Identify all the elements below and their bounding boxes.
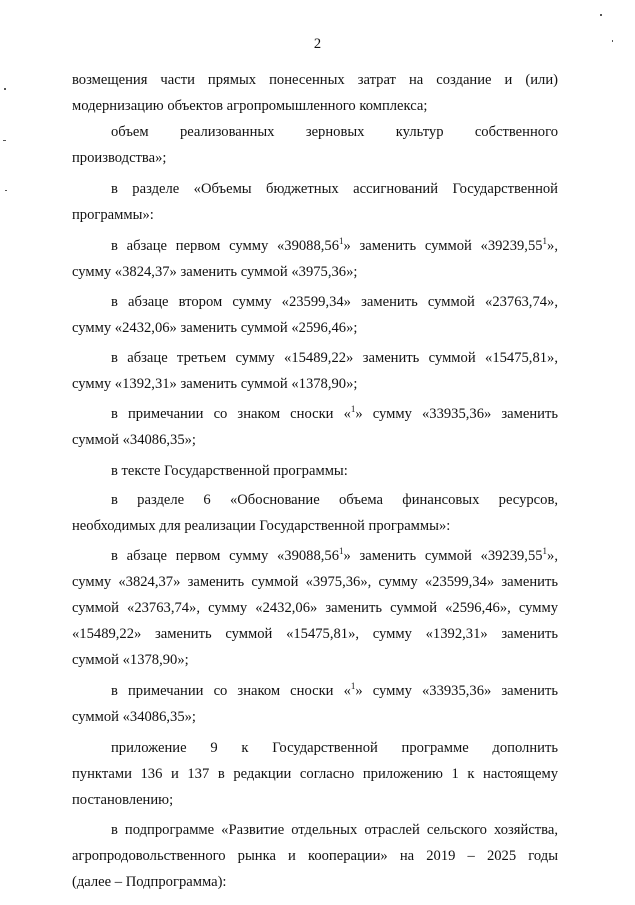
paragraph: [72, 459, 558, 485]
text-line: возмещения части прямых понесенных затрат на создание и (или): [72, 72, 558, 88]
text-line: в абзаце первом сумму «39088,56$^1$» заменить суммой «39239,55$^1$»,: [111, 236, 558, 255]
text-line: приложение 9 к Государственной программе дополнить: [111, 739, 558, 756]
text-line: сумму «2432,06» заменить суммой «2596,46»;: [72, 320, 358, 337]
scan-speck: [600, 14, 602, 16]
text-line: суммой «34086,35»;: [72, 431, 196, 448]
text-line: сумму «3824,37» заменить суммой «3975,36», сумму «23599,34» заменить: [72, 574, 558, 591]
text-line: необходимых для реализации Государственной программы»:: [72, 517, 451, 534]
text-line: в абзаце втором сумму «23599,34» заменить суммой «23763,74»,: [111, 294, 558, 311]
scan-speck: [5, 190, 7, 191]
text-line: агропродовольственного рынка и кооперации» на 2019 – 2025 годы: [72, 848, 558, 865]
paragraph: [72, 818, 558, 896]
paragraph: [72, 679, 558, 731]
page-number: 2: [313, 36, 322, 52]
document-body: [72, 68, 558, 896]
paragraph: [72, 488, 558, 540]
text-line: «15489,22» заменить суммой «15475,81», сумму «1392,31» заменить: [72, 626, 558, 643]
text-line: производства»;: [72, 149, 167, 166]
text-line: в примечании со знаком сноски «$^1$» сумму «33935,36» заменить: [111, 680, 559, 699]
text-line: в разделе «Объемы бюджетных ассигнований Государственной: [111, 180, 558, 197]
paragraph: [72, 234, 558, 286]
text-line: в подпрограмме «Развитие отдельных отраслей сельского хозяйства,: [111, 822, 558, 839]
text-line: объем реализованных зерновых культур собственного: [111, 123, 558, 140]
text-line: в тексте Государственной программы:: [111, 462, 348, 479]
text-line: постановлению;: [72, 791, 174, 808]
scan-speck: [4, 88, 6, 90]
text-line: суммой «34086,35»;: [72, 708, 196, 725]
paragraph: [72, 120, 558, 172]
paragraph: [72, 544, 558, 674]
text-line: в разделе 6 «Обоснование объема финансовых ресурсов,: [111, 491, 558, 508]
paragraph: [72, 68, 558, 120]
text-line: пунктами 136 и 137 в редакции согласно приложению 1 к настоящему: [72, 765, 558, 782]
text-line: (далее – Подпрограмма):: [72, 874, 227, 891]
paragraph: [72, 177, 558, 229]
text-line: суммой «23763,74», сумму «2432,06» заменить суммой «2596,46», сумму: [72, 600, 558, 617]
text-line: сумму «3824,37» заменить суммой «3975,36»;: [72, 264, 358, 281]
paragraph: [72, 290, 558, 342]
text-line: в абзаце первом сумму «39088,56$^1$» заменить суммой «39239,55$^1$»,: [111, 546, 558, 565]
text-line: модернизацию объектов агропромышленного комплекса;: [72, 97, 428, 114]
scan-speck: [612, 40, 613, 42]
text-line: суммой «1378,90»;: [72, 652, 189, 669]
paragraph: [72, 346, 558, 398]
paragraph: [72, 402, 558, 454]
text-line: сумму «1392,31» заменить суммой «1378,90»;: [72, 375, 358, 392]
text-line: программы»:: [72, 206, 154, 223]
scan-speck: [3, 140, 6, 141]
text-line: в примечании со знаком сноски «$^1$» сумму «33935,36» заменить: [111, 403, 559, 422]
text-line: в абзаце третьем сумму «15489,22» заменить суммой «15475,81»,: [111, 350, 558, 367]
paragraph: [72, 736, 558, 814]
